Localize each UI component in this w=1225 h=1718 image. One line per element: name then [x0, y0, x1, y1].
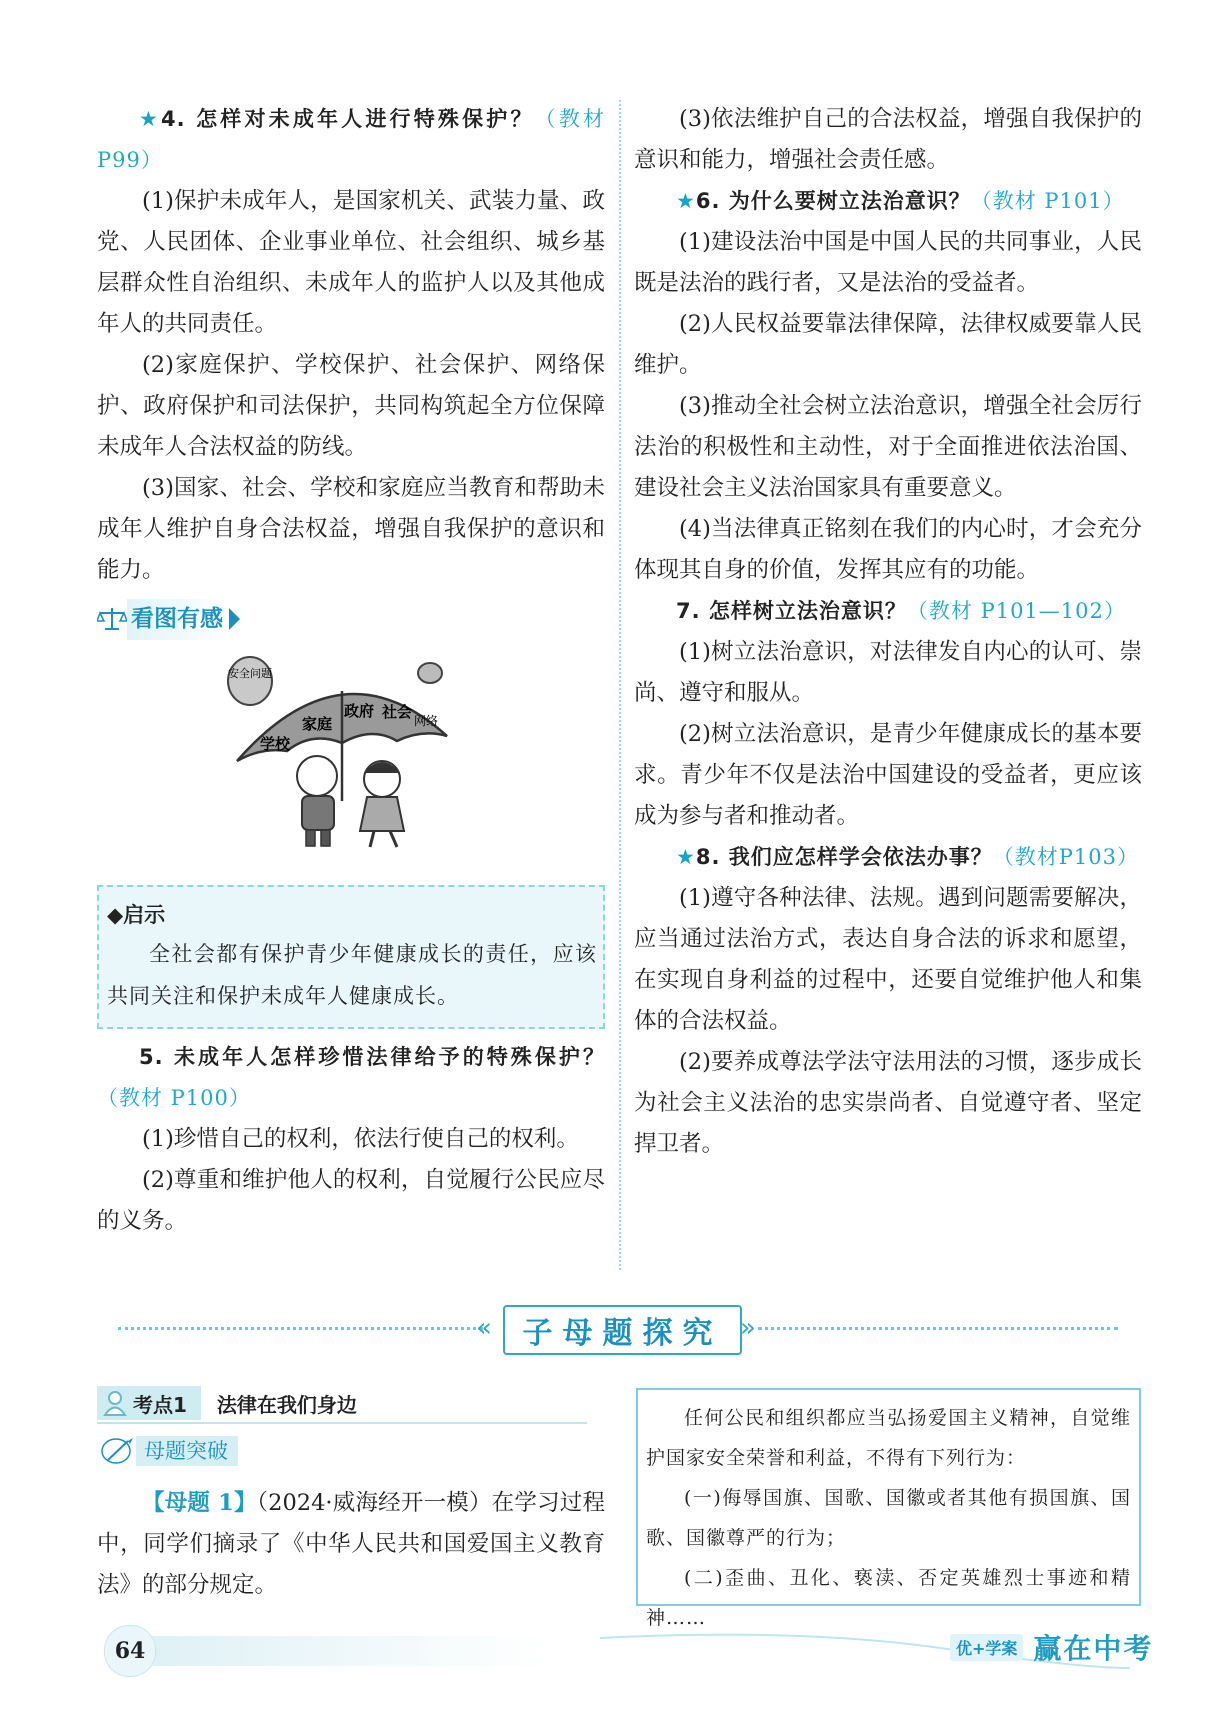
q6-paragraph: (2)人民权益要靠法律保障，法律权威要靠人民维护。 — [634, 311, 1142, 378]
excerpt-paragraph: (一)侮辱国旗、国歌、国徽或者其他有损国旗、国歌、国徽尊严的行为； — [646, 1487, 1131, 1549]
umbrella-label: 社会 — [382, 703, 413, 721]
kaodian-title: 法律在我们身边 — [216, 1392, 357, 1417]
muti-body — [97, 1483, 605, 1606]
chevron-left-icon: « — [476, 1313, 492, 1343]
boy-body — [302, 796, 334, 830]
q7-paragraph: (2)树立法治意识，是青少年健康成长的基本要求。青少年不仅是法治中国建设的受益者，更应该成为参与者和推动者。 — [634, 721, 1142, 829]
umbrella-label: 网络 — [414, 714, 439, 728]
column-divider — [619, 100, 621, 1270]
girl-leg — [390, 831, 397, 847]
brand-small: 优+学案 — [950, 1634, 1023, 1661]
chevron-right-icon: » — [740, 1313, 756, 1343]
question-6-ref: （教材 P101） — [970, 189, 1125, 213]
question-8-title: 8. 我们应怎样学会依法办事？ — [695, 845, 993, 869]
q4-paragraph: (2)家庭保护、学校保护、社会保护、网络保护、政府保护和司法保护，共同构筑起全方位保障未成年人合法权益的防线。 — [97, 352, 605, 460]
pen-icon — [100, 1436, 136, 1466]
question-7-title: 7. 怎样树立法治意识？ — [676, 599, 907, 623]
continued-paragraph: (3)依法维护自己的合法权益，增强自我保护的意识和能力，增强社会责任感。 — [634, 106, 1142, 173]
excerpt-paragraph: 任何公民和组织都应当弘扬爱国主义精神，自觉维护国家安全荣誉和利益，不得有下列行为： — [646, 1407, 1131, 1469]
question-8-heading — [634, 837, 1142, 878]
question-6-title: 6. 为什么要树立法治意识？ — [695, 189, 971, 213]
banner-decor-line — [758, 1327, 1118, 1336]
triangle-arrow-icon — [229, 608, 240, 630]
question-5-title: 5. 未成年人怎样珍惜法律给予的特殊保护？ — [139, 1045, 605, 1069]
star-icon: ★ — [139, 107, 162, 131]
footer-band — [150, 1636, 550, 1666]
section-title: 看图有感 — [127, 599, 229, 640]
hint-paragraph: 全社会都有保护青少年健康成长的责任，应该共同关注和保护未成年人健康成长。 — [107, 942, 597, 1008]
question-7-ref: （教材 P101—102） — [906, 599, 1126, 623]
hint-box — [97, 885, 605, 1029]
rock-shape — [228, 657, 272, 705]
q4-paragraph: (1)保护未成年人，是国家机关、武装力量、政党、人民团体、企业事业单位、社会组织、城乡基层群众性自治组织、未成年人的监护人以及其他成年人的共同责任。 — [97, 188, 605, 337]
muti-heading — [100, 1436, 238, 1466]
star-icon: ★ — [676, 189, 696, 213]
muti-tag: 【母题 1】 — [142, 1490, 257, 1516]
rock-label: 安全问题 — [228, 667, 272, 680]
rock-shape — [418, 663, 442, 683]
q6-paragraph: (4)当法律真正铭刻在我们的内心时，才会充分体现其自身的价值，发挥其应有的功能。 — [634, 516, 1142, 583]
question-7-heading — [634, 591, 1142, 632]
q5-paragraph: (2)尊重和维护他人的权利，自觉履行公民应尽的义务。 — [97, 1167, 605, 1234]
muti-label: 母题突破 — [136, 1436, 238, 1466]
question-4-heading — [97, 99, 605, 181]
q6-paragraph: (3)推动全社会树立法治意识，增强全社会厉行法治的积极性和主动性，对于全面推进依法治国、建设社会主义法治国家具有重要意义。 — [634, 393, 1142, 501]
question-4-ref: （教材P99） — [97, 107, 606, 172]
person-icon — [103, 1390, 127, 1416]
question-4-title: 4. 怎样对未成年人进行特殊保护？ — [161, 107, 535, 131]
q6-paragraph: (1)建设法治中国是中国人民的共同事业，人民既是法治的践行者，又是法治的受益者。 — [634, 229, 1142, 296]
muti-text: （2024·威海经开一模）在学习过程中，同学们摘录了《中华人民共和国爱国主义教育法》的部分规定。 — [97, 1490, 605, 1598]
question-6-heading — [634, 181, 1142, 222]
law-excerpt-box — [636, 1388, 1141, 1629]
right-column — [634, 99, 1142, 1165]
kaodian-number: 考点1 — [133, 1392, 187, 1417]
spacer — [97, 1029, 605, 1037]
umbrella-label: 政府 — [344, 702, 375, 720]
boy-leg — [306, 830, 315, 846]
girl-dress — [360, 797, 404, 831]
left-column — [97, 99, 605, 1242]
question-5-heading — [97, 1037, 605, 1119]
girl-leg — [370, 831, 374, 847]
hint-title: ◆启示 — [107, 903, 166, 927]
page-number: 64 — [104, 1625, 156, 1677]
section-banner — [118, 1305, 1118, 1355]
footer-brand — [950, 1627, 1153, 1667]
q7-paragraph: (1)树立法治意识，对法律发自内心的认可、崇尚、遵守和服从。 — [634, 639, 1142, 706]
umbrella-illustration — [222, 651, 482, 851]
banner-title: 子母题探究 — [503, 1305, 742, 1355]
question-8-ref: （教材P103） — [992, 845, 1139, 869]
umbrella-label: 学校 — [260, 735, 291, 753]
question-5-ref: （教材 P100） — [97, 1086, 251, 1110]
boy-leg — [321, 830, 330, 846]
scale-icon — [97, 606, 127, 632]
kaodian-bar — [97, 1384, 587, 1424]
muti-paragraph — [97, 1483, 605, 1606]
umbrella-label: 家庭 — [302, 715, 333, 733]
brand-big: 赢在中考 — [1033, 1632, 1154, 1665]
q4-paragraph: (3)国家、社会、学校和家庭应当教育和帮助未成年人维护自身合法权益，增强自我保护的意识和能力。 — [97, 475, 605, 583]
boy-head — [297, 756, 337, 796]
girl-hair — [364, 762, 400, 773]
excerpt-paragraph: (二)歪曲、丑化、亵渎、否定英雄烈士事迹和精神…… — [646, 1567, 1131, 1629]
q8-paragraph: (2)要养成尊法学法守法用法的习惯，逐步成长为社会主义法治的忠实崇尚者、自觉遵守者、坚定捍卫者。 — [634, 1049, 1142, 1157]
q8-paragraph: (1)遵守各种法律、法规。遇到问题需要解决，应当通过法治方式，表达自身合法的诉求和愿望，在实现自身利益的过程中，还要自觉维护他人和集体的合法权益。 — [634, 885, 1142, 1034]
q5-paragraph: (1)珍惜自己的权利，依法行使自己的权利。 — [142, 1126, 579, 1152]
banner-decor-line — [118, 1327, 483, 1336]
hint-text — [107, 933, 597, 1017]
star-icon: ★ — [676, 845, 696, 869]
section-heading — [97, 597, 605, 641]
kaodian-tag — [97, 1386, 201, 1420]
